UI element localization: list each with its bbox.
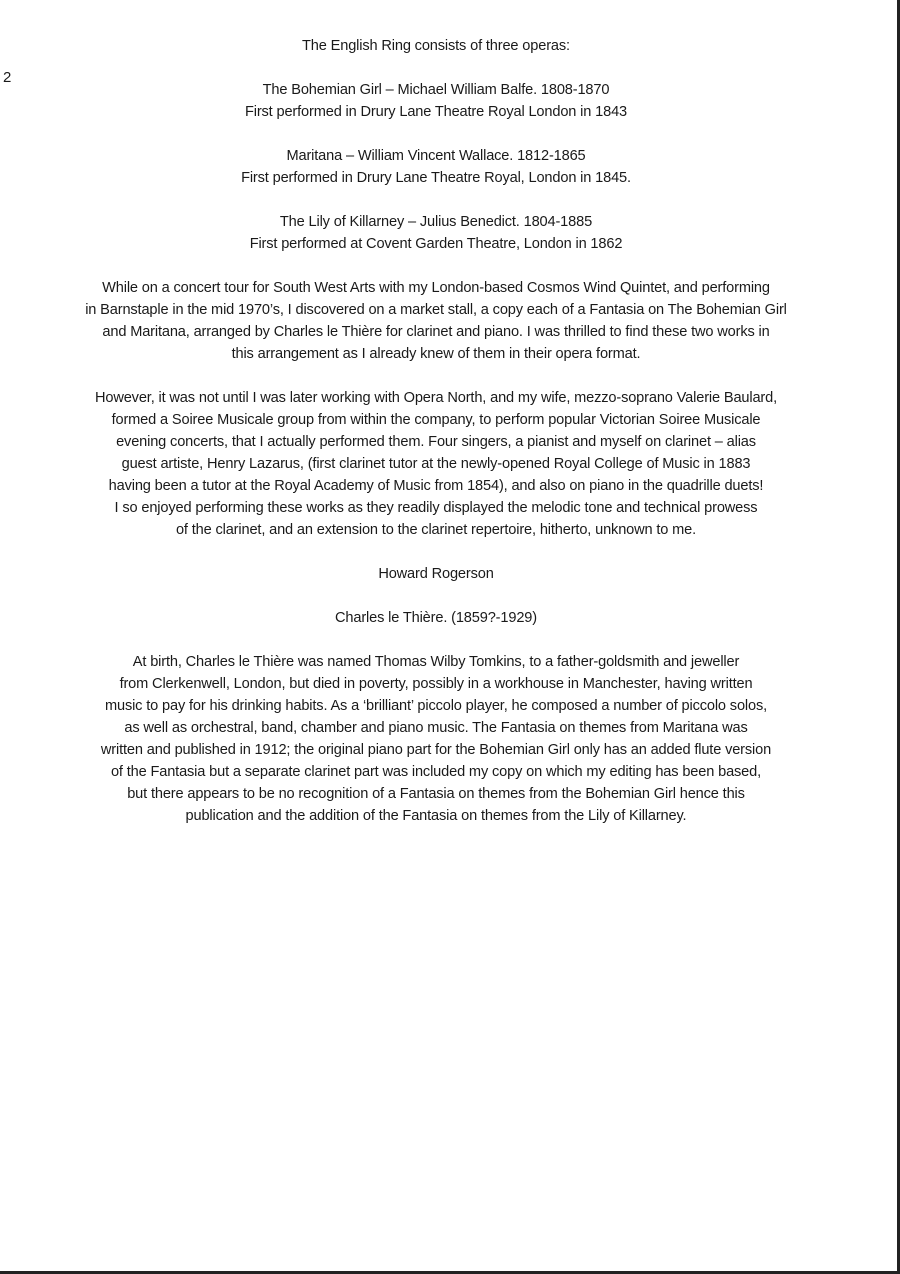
paragraph-line: guest artiste, Henry Lazarus, (first clarinet tutor at the newly-opened Royal College of Music in 1883: [121, 456, 751, 472]
composer-heading-block: [30, 607, 842, 629]
paragraph-line: this arrangement as I already knew of them in their opera format.: [231, 346, 641, 362]
opera-performance-line: First performed in Drury Lane Theatre Royal London in 1843: [244, 104, 628, 120]
document-body: [30, 35, 842, 849]
paragraph-line: While on a concert tour for South West Arts with my London-based Cosmos Wind Quintet, and performing: [102, 280, 770, 296]
paragraph-line: but there appears to be no recognition of a Fantasia on themes from the Bohemian Girl hence this: [127, 786, 745, 802]
paragraph-line: written and published in 1912; the original piano part for the Bohemian Girl only has an added flute version: [100, 742, 772, 758]
opera-performance-line: First performed in Drury Lane Theatre Royal, London in 1845.: [241, 170, 631, 186]
opera-title-line: Maritana – William Vincent Wallace. 1812-1865: [286, 148, 586, 164]
paragraph-line: as well as orchestral, band, chamber and piano music. The Fantasia on themes from Maritana was: [124, 720, 748, 736]
paragraph-line: of the Fantasia but a separate clarinet part was included my copy on which my editing has been based,: [110, 764, 762, 780]
opera-entry-bohemian-girl: [30, 79, 842, 123]
paragraph-line: from Clerkenwell, London, but died in poverty, possibly in a workhouse in Manchester, having written: [119, 676, 753, 692]
paragraph-line: formed a Soiree Musicale group from within the company, to perform popular Victorian Soiree Musicale: [111, 412, 761, 428]
intro-block: [30, 35, 842, 57]
signature: Howard Rogerson: [378, 566, 494, 582]
paragraph-line: music to pay for his drinking habits. As a ‘brilliant’ piccolo player, he composed a number of piccolo solos,: [104, 698, 768, 714]
paragraph-line: At birth, Charles le Thière was named Thomas Wilby Tomkins, to a father-goldsmith and jeweller: [132, 654, 740, 670]
paragraph-line: However, it was not until I was later working with Opera North, and my wife, mezzo-soprano Valerie Baulard,: [94, 390, 778, 406]
paragraph-line: in Barnstaple in the mid 1970’s, I discovered on a market stall, a copy each of a Fantasia on The Bohemian Girl: [85, 302, 787, 318]
paragraph-line: and Maritana, arranged by Charles le Thière for clarinet and piano. I was thrilled to find these two works in: [102, 324, 770, 340]
paragraph-line: evening concerts, that I actually performed them. Four singers, a pianist and myself on clarinet – alias: [116, 434, 756, 450]
page-number: 2: [3, 69, 12, 86]
paragraph-composer-biography: [30, 651, 842, 827]
paragraph-concert-tour: [30, 277, 842, 365]
paragraph-line: having been a tutor at the Royal Academy of Music from 1854), and also on piano in the quadrille duets!: [108, 478, 764, 494]
paragraph-line: I so enjoyed performing these works as they readily displayed the melodic tone and technical prowess: [114, 500, 758, 516]
composer-heading: Charles le Thière. (1859?-1929): [335, 610, 537, 626]
intro-line: The English Ring consists of three operas:: [302, 38, 570, 54]
opera-entry-lily-of-killarney: [30, 211, 842, 255]
paragraph-line: of the clarinet, and an extension to the clarinet repertoire, hitherto, unknown to me.: [175, 522, 697, 538]
opera-entry-maritana: [30, 145, 842, 189]
opera-title-line: The Lily of Killarney – Julius Benedict. 1804-1885: [279, 214, 593, 230]
paragraph-opera-north: [30, 387, 842, 541]
opera-performance-line: First performed at Covent Garden Theatre, London in 1862: [249, 236, 623, 252]
signature-block: [30, 563, 842, 585]
paragraph-line: publication and the addition of the Fantasia on themes from the Lily of Killarney.: [185, 808, 687, 824]
opera-title-line: The Bohemian Girl – Michael William Balfe. 1808-1870: [262, 82, 610, 98]
